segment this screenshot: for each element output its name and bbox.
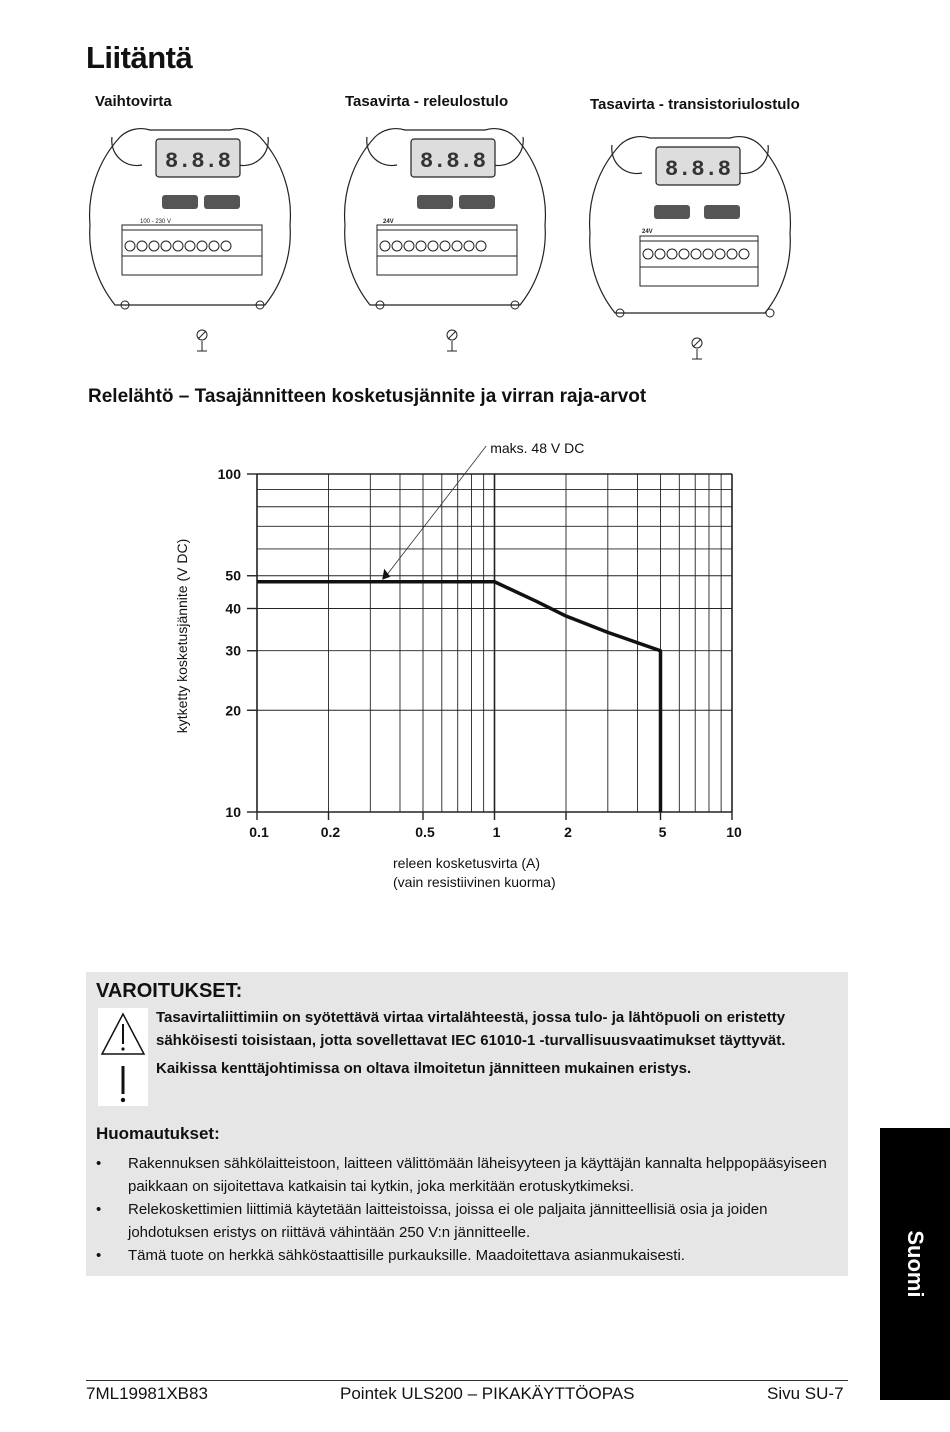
warning-line-2: sähköisesti toisistaan, jotta sovellettavat IEC 61010-1 -turvallisuusvaatimukset täyttyvät.: [156, 1032, 786, 1049]
notes-list: [94, 1152, 838, 1267]
svg-text:8.8.8: 8.8.8: [164, 149, 232, 174]
footer-title: Pointek ULS200 – PIKAKÄYTTÖOPAS: [340, 1384, 635, 1403]
x-tick-label: 0.2: [320, 824, 341, 840]
diagram-label-ac: Vaihtovirta: [95, 93, 172, 110]
svg-text:24V: 24V: [642, 229, 653, 235]
svg-text:8.8.8: 8.8.8: [664, 157, 732, 182]
y-axis-label: kytketty kosketusjännite (V DC): [174, 538, 190, 734]
warning-icon: [98, 1008, 148, 1106]
annotation-label: maks. 48 V DC: [490, 440, 585, 456]
footer-page-number: Sivu SU-7: [767, 1384, 844, 1403]
wiring-diagram-dc-relay: [345, 129, 546, 351]
y-tick-label: 40: [225, 600, 241, 617]
relay-limit-chart: [150, 436, 770, 906]
svg-text:8.8.8: 8.8.8: [419, 149, 487, 174]
wiring-diagram-dc-transistor: [590, 137, 791, 359]
footer-doc-number: 7ML19981XB83: [86, 1384, 208, 1403]
y-tick-label: 20: [225, 702, 241, 719]
x-tick-label: 0.1: [249, 824, 269, 840]
y-tick-label: 10: [225, 804, 241, 820]
x-axis-label: releen kosketusvirta (A): [393, 855, 541, 871]
warnings-title: VAROITUKSET:: [96, 980, 243, 1002]
language-tab-label: Suomi: [903, 1230, 928, 1298]
note-item: • Rakennuksen sähkölaitteistoon, laitteen välittömään läheisyyteen ja käyttäjän kannalta helppopääsyiseen paikkaan on sijoitettava katkaisin tai kytkin, joka merkitään erotuskytkimeksi.: [96, 1155, 827, 1195]
x-tick-label: 5: [658, 824, 667, 840]
limit-curve: [257, 582, 661, 812]
page-title: Liitäntä: [86, 40, 193, 75]
x-tick-label: 2: [564, 824, 572, 840]
x-tick-label: 0.5: [415, 824, 435, 840]
warning-line-3: Kaikissa kenttäjohtimissa on oltava ilmoitetun jännitteen mukainen eristys.: [156, 1060, 692, 1077]
warnings-box: [86, 972, 848, 1276]
wiring-diagram-ac: [90, 129, 291, 351]
note-item: • Relekoskettimien liittimiä käytetään laitteistoissa, joissa ei ole paljaita jännitteellisiä osia ja joiden johdotuksen eristys on riittävä vähintään 250 V:n jännitteelle.: [96, 1201, 768, 1241]
footer-rule: [86, 1380, 848, 1381]
diagram-label-dc-relay: Tasavirta - releulostulo: [345, 93, 509, 110]
language-tab: [880, 1128, 950, 1400]
y-tick-label: 100: [217, 466, 241, 482]
x-tick-label: 1: [492, 824, 501, 840]
annotation-arrowhead: [382, 569, 390, 580]
chart-container: [150, 436, 770, 906]
diagram-label-dc-transistor: Tasavirta - transistoriulostulo: [590, 96, 800, 113]
note-item: • Tämä tuote on herkkä sähköstaattisille purkauksille. Maadoitettava asianmukaisesti.: [96, 1247, 685, 1264]
wiring-diagrams: [80, 115, 860, 365]
x-tick-label: 10: [726, 824, 742, 840]
x-axis-sublabel: (vain resistiivinen kuorma): [393, 874, 556, 890]
svg-text:100 - 230 V: 100 - 230 V: [140, 219, 172, 225]
notes-title: Huomautukset:: [96, 1124, 220, 1143]
y-tick-label: 50: [225, 567, 241, 584]
warning-line-1: Tasavirtaliittimiin on syötettävä virtaa virtalähteestä, jossa tulo- ja lähtöpuoli on eristetty: [156, 1009, 786, 1026]
svg-text:24V: 24V: [383, 219, 394, 225]
y-tick-label: 30: [225, 642, 241, 659]
section-heading: Relelähtö – Tasajännitteen kosketusjännite ja virran raja-arvot: [88, 386, 647, 407]
